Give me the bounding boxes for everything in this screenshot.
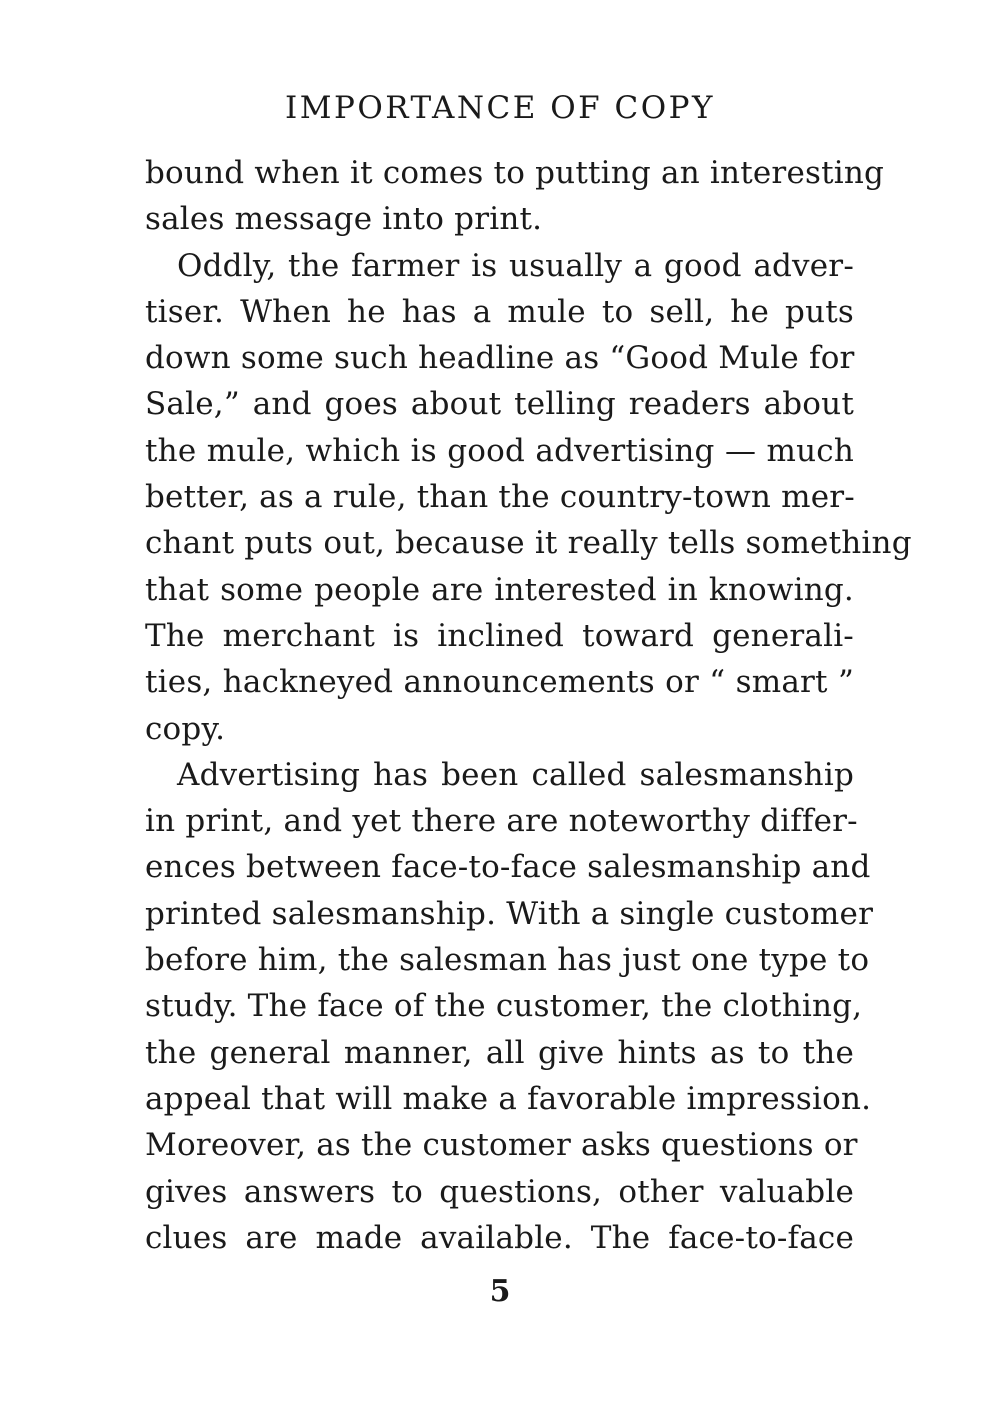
text-line: copy.: [145, 710, 226, 747]
text-line: sales message into print.: [145, 201, 543, 238]
text-line: printed salesmanship. With a single customer: [145, 895, 874, 932]
text-line: gives answers to questions, other valuable: [145, 1173, 854, 1210]
text-line: the general manner, all give hints as to the: [145, 1034, 854, 1071]
text-line: ties, hackneyed announcements or “ smart ”: [145, 664, 854, 701]
text-line: down some such headline as “Good Mule for: [145, 340, 855, 377]
page-number: 5: [489, 1274, 511, 1309]
text-line: Sale,” and goes about telling readers about: [145, 386, 854, 423]
running-head: IMPORTANCE OF COPY: [285, 90, 715, 126]
text-line: chant puts out, because it really tells something: [145, 525, 912, 562]
text-line: Moreover, as the customer asks questions or: [145, 1127, 858, 1164]
text-line: before him, the salesman has just one type to: [145, 942, 870, 979]
text-line: better, as a rule, than the country-town mer-: [145, 479, 855, 516]
text-line: ences between face-to-face salesmanship and: [145, 849, 871, 886]
text-line: tiser. When he has a mule to sell, he puts: [145, 293, 854, 330]
text-line: that some people are interested in knowing.: [145, 571, 854, 608]
text-line: study. The face of the customer, the clothing,: [145, 988, 863, 1025]
text-line: in print, and yet there are noteworthy differ-: [145, 803, 858, 840]
body-text: [145, 150, 912, 1261]
text-line: clues are made available. The face-to-face: [145, 1219, 854, 1256]
text-line: the mule, which is good advertising — much: [145, 432, 854, 469]
text-line: appeal that will make a favorable impression.: [145, 1080, 872, 1117]
text-line: bound when it comes to putting an interesting: [145, 155, 885, 191]
text-line: Advertising has been called salesmanship: [177, 756, 854, 793]
text-line: The merchant is inclined toward generali-: [145, 617, 854, 654]
text-line: Oddly, the farmer is usually a good adver-: [177, 247, 854, 284]
